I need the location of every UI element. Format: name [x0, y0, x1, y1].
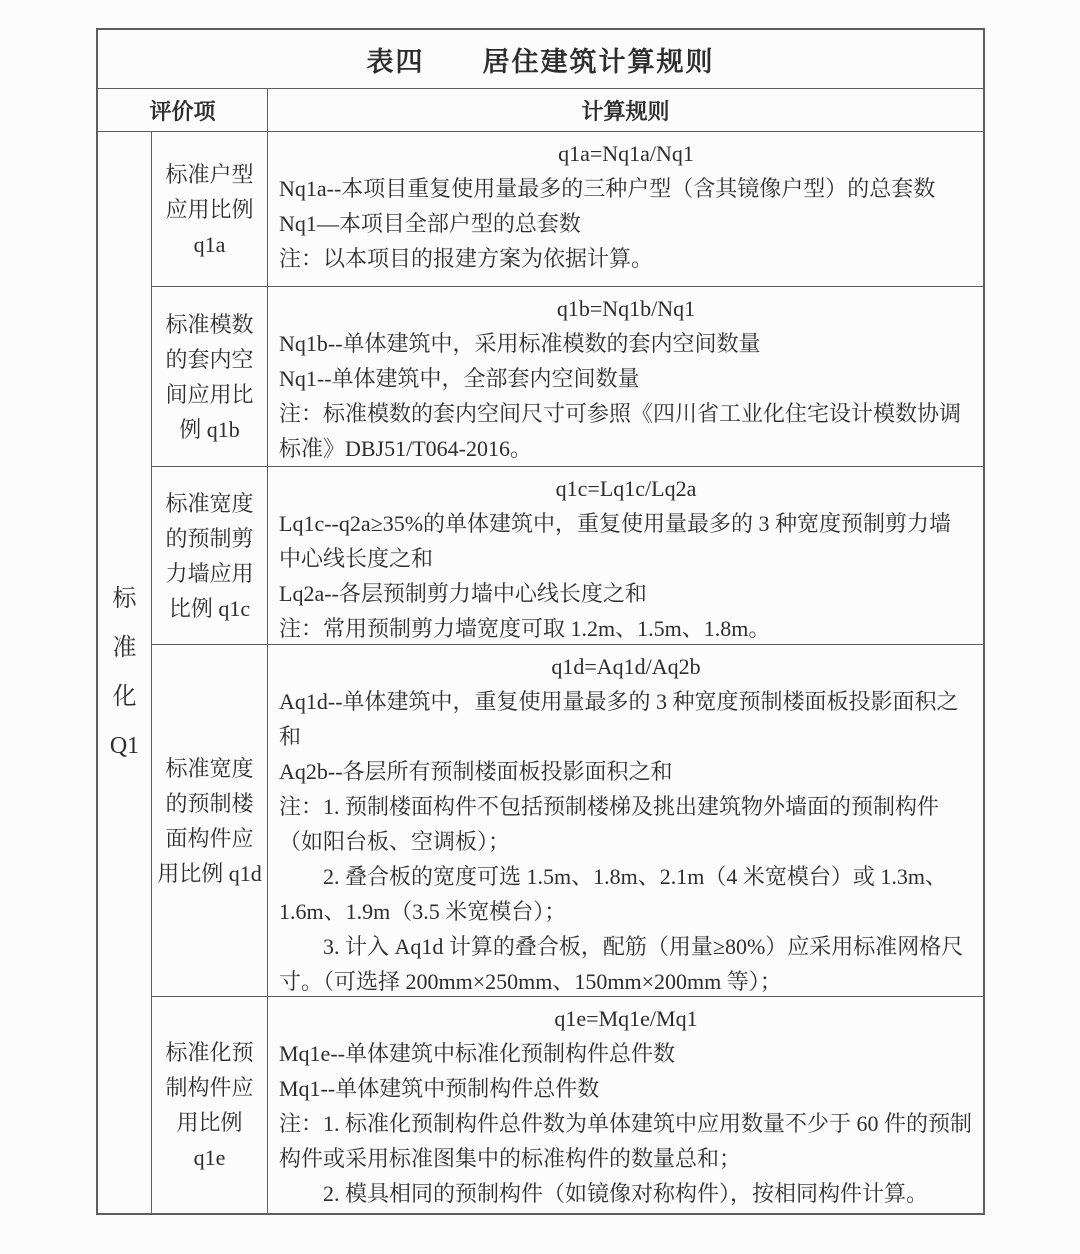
- row-item-label: [152, 467, 268, 644]
- rows-container: [152, 132, 983, 1213]
- item-label-line: 比例 q1c: [168, 595, 251, 621]
- rule-def: Aq2b--各层所有预制楼面板投影面积之和: [279, 759, 673, 784]
- rule-note: 注：以本项目的报建方案为依据计算。: [279, 246, 654, 271]
- item-label-line: 标准宽度: [165, 755, 254, 781]
- rule-note-indent: 2. 叠合板的宽度可选 1.5m、1.8m、2.1m（4 米宽模台）或 1.3m、1.6m、1.9m（3.5 米宽模台）；: [279, 864, 947, 924]
- row-rules: [268, 645, 983, 996]
- row-rules: [268, 467, 983, 644]
- row-rules: [268, 132, 983, 286]
- table-header: [98, 89, 983, 132]
- table-row: [152, 287, 983, 467]
- row-rules: [268, 287, 983, 466]
- table-title: 表四 居住建筑计算规则: [98, 30, 983, 89]
- item-label-line: 力墙应用: [165, 560, 254, 586]
- rule-note-indent: 2. 模具相同的预制构件（如镜像对称构件），按相同构件计算。: [323, 1181, 929, 1206]
- rule-def: Nq1—本项目全部户型的总套数: [279, 211, 581, 236]
- rule-note: 注：1. 标准化预制构件总件数为单体建筑中应用数量不少于 60 件的预制构件或采用标准图集中的标准构件的数量总和；: [279, 1111, 973, 1171]
- rule-def: Aq1d--单体建筑中，重复使用量最多的 3 种宽度预制楼面板投影面积之和: [279, 689, 959, 749]
- category-char: 化: [112, 683, 137, 710]
- table-row: [152, 132, 983, 287]
- category-char: Q1: [109, 732, 140, 759]
- rule-note: 注：1. 预制楼面构件不包括预制楼梯及挑出建筑物外墙面的预制构件（如阳台板、空调板）；: [279, 794, 940, 854]
- row-item-label: [152, 997, 268, 1213]
- rule-note: 注：标准模数的套内空间尺寸可参照《四川省工业化住宅设计模数协调标准》DBJ51/T064-2016。: [279, 401, 962, 461]
- row-rules: [268, 997, 983, 1213]
- item-label-line: 的预制剪: [165, 525, 254, 551]
- calculation-rules-table: [96, 28, 985, 1215]
- item-label-line: 例 q1b: [179, 416, 240, 442]
- item-label-line: 标准宽度: [165, 490, 254, 516]
- item-label-line: 标准模数: [165, 311, 254, 337]
- item-label-line: 的预制楼: [165, 790, 254, 816]
- rule-formula: q1a=Nq1a/Nq1: [558, 141, 694, 166]
- item-label-line: 制构件应: [165, 1075, 254, 1100]
- rule-formula: q1e=Mq1e/Mq1: [554, 1006, 698, 1031]
- rule-formula: q1b=Nq1b/Nq1: [556, 296, 696, 321]
- item-label-line: 的套内空: [165, 346, 254, 372]
- table-body: [98, 132, 983, 1213]
- header-calculation-rule: 计算规则: [581, 98, 670, 124]
- category-cell-q1: [98, 132, 152, 1213]
- rule-note: 注：常用预制剪力墙宽度可取 1.2m、1.5m、1.8m。: [279, 616, 771, 641]
- item-label-line: 标准户型: [165, 161, 254, 187]
- rule-def: Nq1--单体建筑中，全部套内空间数量: [279, 366, 640, 391]
- rule-def: Mq1--单体建筑中预制构件总件数: [279, 1076, 600, 1101]
- rule-formula: q1d=Aq1d/Aq2b: [551, 654, 701, 679]
- rule-note-indent: 3. 计入 Aq1d 计算的叠合板，配筋（用量≥80%）应采用标准网格尺寸。（可选择 200mm×250mm、150mm×200mm 等）；: [279, 934, 964, 994]
- table-row: [152, 645, 983, 997]
- rule-def: Nq1a--本项目重复使用量最多的三种户型（含其镜像户型）的总套数: [279, 176, 936, 201]
- item-label-line: 应用比例: [165, 196, 254, 222]
- rule-formula: q1c=Lq1c/Lq2a: [555, 476, 697, 501]
- header-evaluation-item: 评价项: [98, 89, 268, 131]
- item-label-line: 面构件应: [165, 825, 254, 851]
- rule-def: Lq2a--各层预制剪力墙中心线长度之和: [279, 581, 647, 606]
- category-char: 标: [112, 585, 137, 612]
- row-item-label: [152, 287, 268, 466]
- item-label-line: 用比例: [176, 1110, 243, 1135]
- row-item-label: [152, 645, 268, 996]
- rule-def: Mq1e--单体建筑中标准化预制构件总件数: [279, 1041, 675, 1066]
- item-label-line: q1e: [193, 1145, 226, 1170]
- table-row: [152, 467, 983, 645]
- item-label-line: q1a: [193, 231, 226, 257]
- category-char: 准: [112, 634, 137, 661]
- item-label-line: 标准化预: [165, 1040, 254, 1065]
- row-item-label: [152, 132, 268, 286]
- item-label-line: 间应用比: [165, 381, 254, 407]
- item-label-line: 用比例 q1d: [157, 860, 262, 886]
- rule-def: Nq1b--单体建筑中，采用标准模数的套内空间数量: [279, 331, 761, 356]
- table-row: [152, 997, 983, 1213]
- rule-def: Lq1c--q2a≥35%的单体建筑中，重复使用量最多的 3 种宽度预制剪力墙中心线长度之和: [279, 511, 952, 571]
